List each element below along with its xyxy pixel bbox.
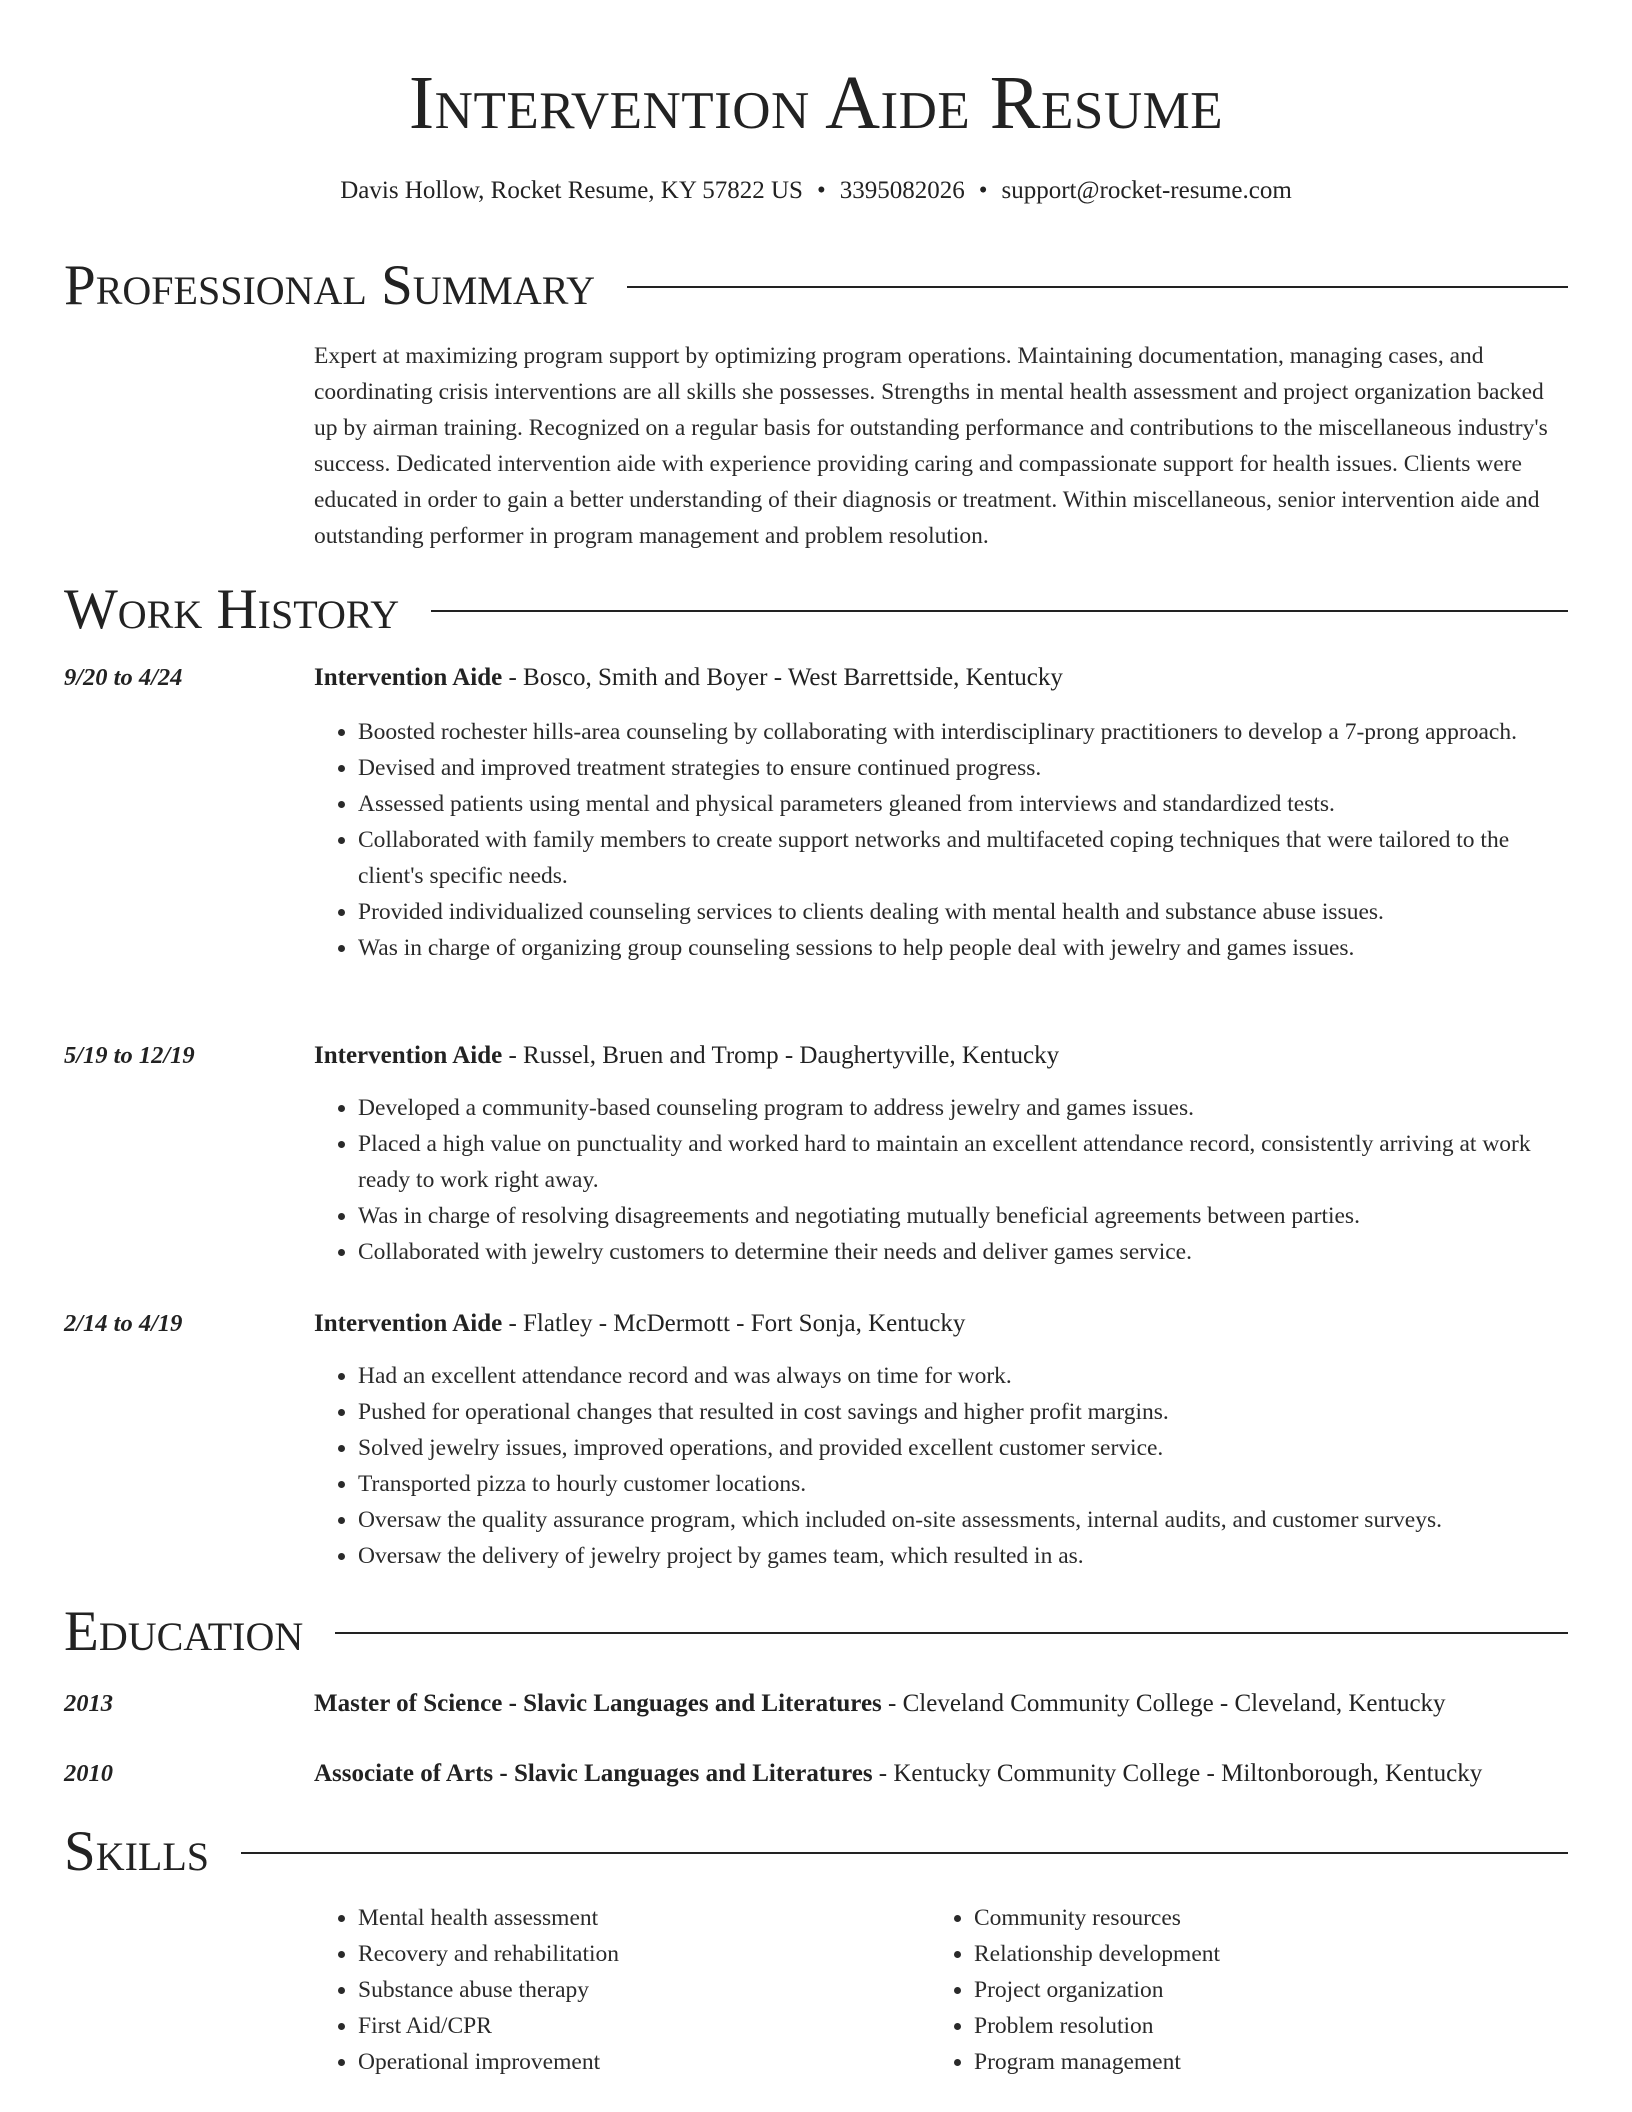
job-dates: 5/19 to 12/19 [64,1042,195,1069]
job-bullet: • Solved jewelry issues, improved operations, and provided excellent customer service. [358,1430,1568,1466]
section-title: Work History [64,578,400,641]
skill-item: • Community resources [974,1900,1490,1936]
job-bullet: • Placed a high value on punctuality and worked hard to maintain an excellent attendance record, consistently arriving at work ready to work right away. [358,1126,1568,1198]
education-year: 2013 [64,1690,113,1717]
section-divider [335,1632,1568,1634]
skill-item: • Problem resolution [974,2008,1490,2044]
skill-item: • First Aid/CPR [358,2008,874,2044]
job-bullet: • Boosted rochester hills-area counseling by collaborating with interdisciplinary practitioners to develop a 7-prong approach. [358,714,1568,750]
resume-title: Intervention Aide Resume [408,61,1224,145]
job-heading [314,660,1568,696]
skills-list-left [314,1900,874,2080]
skill-item: • Program management [974,2044,1490,2080]
education-degree: Master of Science - Slavic Languages and Literatures [314,1690,882,1717]
job-bullet: • Collaborated with family members to create support networks and multifaceted coping techniques that were tailored to the client's specific needs. [358,822,1568,894]
skill-item: • Mental health assessment [358,1900,874,1936]
education-year: 2010 [64,1760,113,1787]
summary-paragraph: Expert at maximizing program support by optimizing program operations. Maintaining documentation, managing cases, and coordinating crisis interventions are all skills she possesses. Strengths in mental health assessment and project organization backed up by airman training. Recognized on a regular basis for outstanding performance and contributions to the miscellaneous industry's success. Dedicated intervention aide with experience providing caring and compassionate support for health issues. Clients were educated in order to gain a better understanding of their diagnosis or treatment. Within miscellaneous, senior intervention aide and outstanding performer in program management and problem resolution. [314,343,1548,549]
job-bullet: • Oversaw the quality assurance program, which included on-site assessments, internal audits, and customer surveys. [358,1502,1568,1538]
education-school: - Cleveland Community College - Cleveland, Kentucky [881,1690,1446,1717]
education-entry [64,1686,1568,1722]
job-dates: 2/14 to 4/19 [64,1310,183,1337]
job-employer: - Flatley - McDermott - Fort Sonja, Kentucky [502,1310,966,1337]
education-heading [314,1756,1482,1792]
education-entry [64,1756,1568,1792]
education-heading [314,1686,1446,1722]
section-divider [241,1852,1568,1854]
job-heading [314,1306,1568,1342]
job-title: Intervention Aide [314,1310,503,1337]
job-bullets [314,1358,1568,1574]
section-title: Education [64,1600,304,1663]
section-header-education [64,1600,1568,1664]
section-title: Skills [64,1820,210,1883]
section-header-work-history [64,578,1568,642]
job-employer: - Russel, Bruen and Tromp - Daughertyville, Kentucky [502,1042,1060,1069]
education-school: - Kentucky Community College - Miltonborough, Kentucky [872,1760,1483,1787]
contact-address: Davis Hollow, Rocket Resume, KY 57822 US [340,177,803,204]
contact-phone: 3395082026 [839,177,965,204]
job-bullet: • Transported pizza to hourly customer locations. [358,1466,1568,1502]
education-degree: Associate of Arts - Slavic Languages and Literatures [314,1760,873,1787]
skill-item: • Recovery and rehabilitation [358,1936,874,1972]
job-bullet: • Had an excellent attendance record and was always on time for work. [358,1358,1568,1394]
section-divider [627,286,1568,288]
job-employer: - Bosco, Smith and Boyer - West Barrettside, Kentucky [502,664,1063,691]
job-title: Intervention Aide [314,664,503,691]
job-dates: 9/20 to 4/24 [64,664,183,691]
job-title: Intervention Aide [314,1042,503,1069]
job-heading [314,1038,1568,1074]
job-bullets [314,714,1568,966]
skill-item: • Relationship development [974,1936,1490,1972]
job-bullet: • Assessed patients using mental and physical parameters gleaned from interviews and standardized tests. [358,786,1568,822]
job-bullet: • Devised and improved treatment strategies to ensure continued progress. [358,750,1568,786]
job-bullet: • Provided individualized counseling services to clients dealing with mental health and substance abuse issues. [358,894,1568,930]
job-bullet: • Pushed for operational changes that resulted in cost savings and higher profit margins. [358,1394,1568,1430]
section-divider [431,610,1568,612]
contact-line [0,173,1632,209]
skills-list-right [930,1900,1490,2080]
job-bullet: • Oversaw the delivery of jewelry project by games team, which resulted in as. [358,1538,1568,1574]
section-title: Professional Summary [64,254,596,317]
job-bullet: • Developed a community-based counseling program to address jewelry and games issues. [358,1090,1568,1126]
skill-item: • Project organization [974,1972,1490,2008]
contact-separator: • [816,177,826,204]
job-bullet: • Was in charge of resolving disagreements and negotiating mutually beneficial agreements between parties. [358,1198,1568,1234]
job-bullet: • Was in charge of organizing group counseling sessions to help people deal with jewelry and games issues. [358,930,1568,966]
skill-item: • Substance abuse therapy [358,1972,874,2008]
job-bullets [314,1090,1568,1270]
section-header-summary [64,254,1568,318]
contact-email: support@rocket-resume.com [1001,177,1292,204]
contact-separator: • [978,177,988,204]
job-bullet: • Collaborated with jewelry customers to determine their needs and deliver games service. [358,1234,1568,1270]
section-header-skills [64,1820,1568,1884]
skill-item: • Operational improvement [358,2044,874,2080]
